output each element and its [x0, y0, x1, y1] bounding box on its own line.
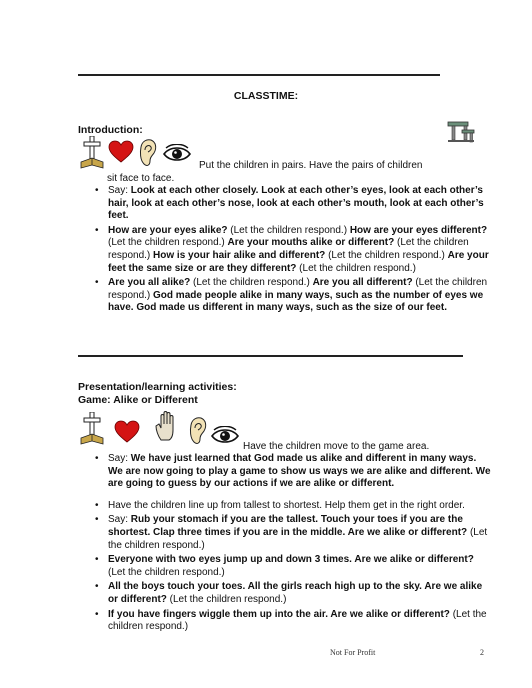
text-run: Have the children line up from tallest to shortest. Help them get in the right order. — [108, 499, 465, 511]
footer-text: Not For Profit — [330, 648, 376, 657]
bullet-item — [92, 514, 492, 552]
text-run: Say: — [108, 185, 131, 196]
bold-run: How are your eyes different? — [349, 224, 488, 236]
bullet-item — [92, 185, 492, 223]
text-run: Say: — [108, 514, 131, 526]
game-heading: Game: Alike or Different — [78, 394, 198, 406]
bullet-item — [92, 609, 492, 634]
cross-bible-icon — [80, 412, 104, 446]
hand-icon — [154, 410, 180, 442]
bold-run: All the boys touch your toes. All the girls reach high up to the sky. Are we alike or different? — [108, 581, 483, 605]
bold-run: God made people alike in many ways, such as the number of eyes we have. God made us different in many ways, such as the size of our feet. — [108, 289, 484, 314]
text-run: (Let the children respond.) — [108, 277, 488, 301]
text-run: (Let the children respond.) — [108, 237, 469, 261]
middle-rule — [78, 355, 463, 357]
intro-heading: Introduction: — [78, 124, 143, 136]
top-rule — [78, 74, 440, 76]
presentation-instruction-line: Have the children move to the game area. — [243, 441, 430, 452]
bold-run: If you have fingers wiggle them up into the air. Are we alike or different? — [108, 608, 450, 620]
presentation-heading: Presentation/learning activities: — [78, 381, 237, 393]
bold-run: Are you all different? — [312, 277, 413, 289]
bold-run: We have just learned that God made us alike and different in many ways. We are now going to play a game to show us ways we are alike and different. We are going to guess by our actions if we are alike or different. — [108, 453, 491, 490]
eye-icon — [210, 426, 240, 446]
bullet-item — [92, 277, 492, 315]
presentation-icon-row — [80, 410, 250, 450]
text-run: (Let the children respond.) — [325, 249, 448, 261]
bullet-item — [92, 225, 492, 275]
bullet-item — [92, 554, 492, 579]
intro-instruction-line1: Put the children in pairs. Have the pairs of children — [199, 160, 423, 171]
heart-icon — [114, 420, 140, 444]
bullet-item — [92, 581, 492, 606]
bold-run: How is your hair alike and different? — [153, 249, 326, 261]
bold-run: Are your mouths alike or different? — [227, 237, 395, 249]
ear-icon — [138, 138, 158, 168]
text-run: (Let the children respond.) — [227, 224, 350, 236]
text-run: (Let the children respond.) — [108, 608, 487, 633]
text-run: Say: — [108, 453, 131, 464]
text-run: (Let the children respond.) — [108, 566, 225, 578]
intro-icon-row — [80, 134, 200, 174]
bold-run: How are your eyes alike? — [108, 224, 228, 236]
eye-icon — [162, 144, 192, 164]
bold-run: Rub your stomach if you are the tallest. Touch your toes if you are the shortest. Clap three times if you are in the middle. Are we alike or different? — [108, 514, 468, 538]
bullet-item — [92, 453, 492, 491]
cross-bible-icon — [80, 136, 104, 170]
school-desk-icon — [444, 116, 478, 146]
heart-icon — [108, 140, 134, 164]
bold-run: Are your feet the same size or are they different? — [108, 249, 489, 274]
bold-run: Look at each other closely. Look at each other’s eyes, look at each other’s hair, look at each other’s nose, look at each other’s mouth, look at each other’s feet. — [108, 185, 484, 222]
bullet-item — [92, 500, 492, 513]
presentation-bullet-list — [92, 453, 492, 636]
page-number: 2 — [480, 648, 484, 657]
text-run: (Let the children respond.) — [190, 277, 313, 289]
ear-icon — [188, 416, 208, 446]
text-run: (Let the children respond.) — [108, 526, 488, 551]
page-title: CLASSTIME: — [233, 90, 299, 102]
text-run: (Let the children respond.) — [108, 237, 228, 249]
intro-bullet-list — [92, 185, 492, 317]
text-run: (Let the children respond.) — [166, 593, 287, 605]
bold-run: Everyone with two eyes jump up and down 3 times. Are we alike or different? — [108, 554, 474, 566]
text-run: (Let the children respond.) — [296, 262, 416, 274]
intro-instruction-line2: sit face to face. — [107, 173, 175, 184]
bold-run: Are you all alike? — [108, 277, 191, 289]
